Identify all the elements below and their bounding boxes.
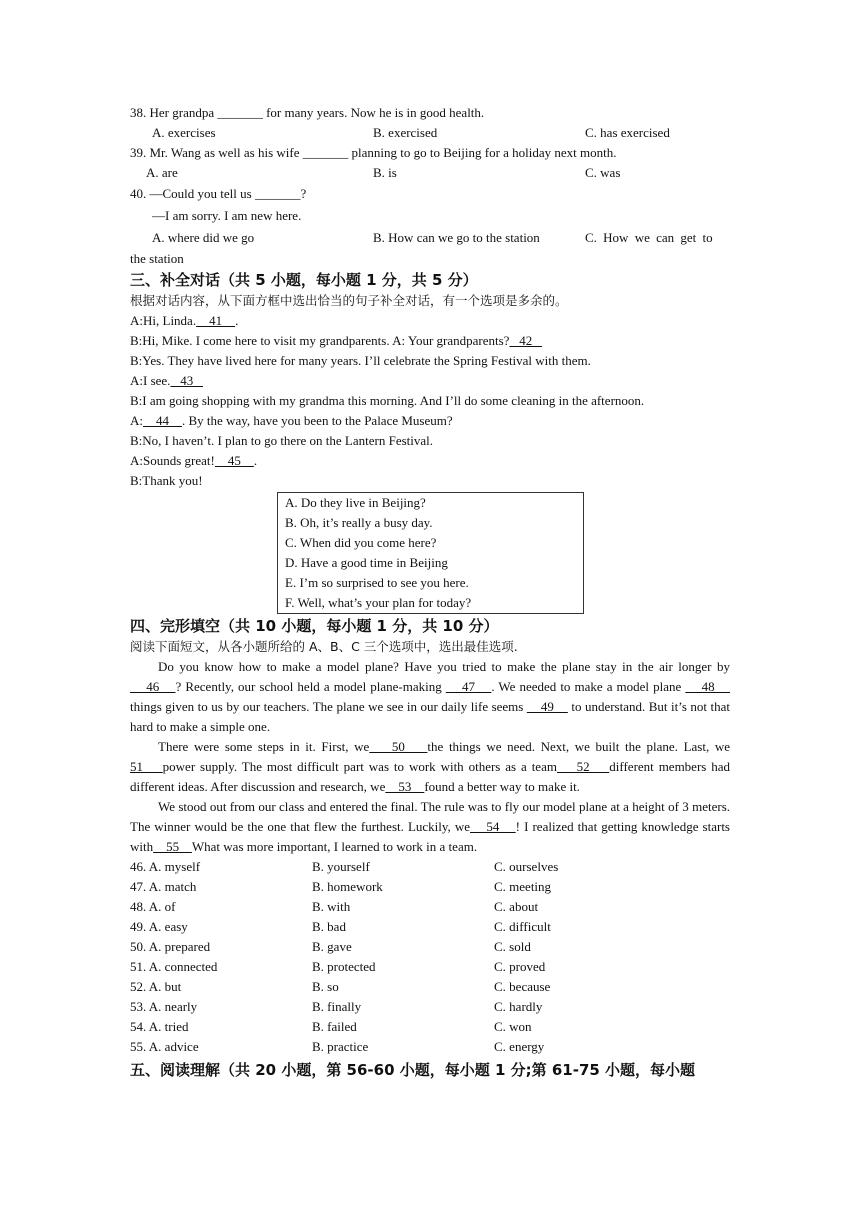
- answer-blank[interactable]: 44: [143, 413, 182, 428]
- option-b: B. practice: [312, 1039, 369, 1054]
- option-item: E. I’m so surprised to see you here.: [285, 575, 469, 590]
- exam-page: [130, 103, 730, 1081]
- dialog: [130, 311, 730, 491]
- option-b: B. finally: [312, 999, 362, 1014]
- option-b: B. so: [312, 979, 339, 994]
- dialog-text: A:Hi, Linda.: [130, 313, 197, 328]
- option-b: B. gave: [312, 939, 352, 954]
- answer-blank[interactable]: 54: [470, 819, 516, 834]
- dialog-line: [130, 351, 730, 371]
- choice-row: [130, 857, 730, 877]
- dialog-line: [130, 311, 730, 331]
- paragraph-text: the things we need. Next, we built the plane. Last, we: [427, 739, 731, 754]
- paragraph-text: ? Recently, our school held a model plane-making: [175, 679, 446, 694]
- dialog-line: [130, 431, 730, 451]
- option-c: C. has exercised: [585, 125, 670, 140]
- choice-row: [130, 877, 730, 897]
- answer-blank[interactable]: 51: [130, 759, 163, 774]
- paragraph-text: . We needed to make a model plane: [491, 679, 686, 694]
- option-a: 47. A. match: [130, 879, 197, 894]
- option-a: 55. A. advice: [130, 1039, 199, 1054]
- option-a: 46. A. myself: [130, 859, 201, 874]
- option-b: B. yourself: [312, 859, 370, 874]
- paragraph-text: different members had different ideas. After discussion and research, we: [130, 759, 731, 794]
- paragraph-text: to understand. But it’s not that hard to make a simple one.: [130, 699, 731, 734]
- dialog-text: B:Yes. They have lived here for many years. I’ll celebrate the Spring Festival with them.: [130, 353, 591, 368]
- dialog-line: [130, 391, 730, 411]
- option-a: 51. A. connected: [130, 959, 218, 974]
- choice-row: [130, 1017, 730, 1037]
- option-b: B. with: [312, 899, 351, 914]
- option-c-continued: the station: [130, 251, 184, 266]
- paragraph-text: What was more important, I learned to work in a team.: [191, 839, 478, 854]
- option-item: A. Do they live in Beijing?: [285, 495, 426, 510]
- dialog-line: [130, 371, 730, 391]
- question-38-stem: 38. Her grandpa _______ for many years. Now he is in good health.: [130, 105, 485, 120]
- paragraph-text: power supply. The most difficult part was to work with others as a team: [162, 759, 557, 774]
- paragraph-text: things given to us by our teachers. The plane we see in our daily life seems: [130, 699, 527, 714]
- option-a: 54. A. tried: [130, 1019, 189, 1034]
- dialog-text: .: [253, 453, 258, 468]
- option-c: C. about: [494, 899, 539, 914]
- dialog-text: B:Thank you!: [130, 473, 203, 488]
- option-a: 52. A. but: [130, 979, 182, 994]
- dialog-text: A:: [130, 413, 143, 428]
- cloze-paragraph-2: [130, 737, 730, 797]
- option-a: 53. A. nearly: [130, 999, 198, 1014]
- option-c: C. because: [494, 979, 551, 994]
- paragraph-text: Do you know how to make a model plane? Have you tried to make the plane stay in the air longer by: [158, 659, 730, 674]
- answer-blank[interactable]: 52: [556, 759, 610, 774]
- section-3-instruction: 根据对话内容，从下面方框中选出恰当的句子补全对话，有一个选项是多余的。: [130, 293, 568, 308]
- option-item: C. When did you come here?: [285, 535, 437, 550]
- option-a: 50. A. prepared: [130, 939, 211, 954]
- option-item: D. Have a good time in Beijing: [285, 555, 448, 570]
- question-40-options: [130, 227, 730, 249]
- option-c: C. meeting: [494, 879, 552, 894]
- answer-blank[interactable]: 48: [685, 679, 731, 694]
- option-c: C. How we can get to: [585, 230, 713, 245]
- section-3-heading: 三、补全对话（共 5 小题，每小题 1 分，共 5 分）: [130, 271, 478, 289]
- option-a: 48. A. of: [130, 899, 176, 914]
- section-4-instruction: 阅读下面短文，从各小题所给的 A、B、C 三个选项中，选出最佳选项.: [130, 639, 518, 654]
- dialog-line: [130, 331, 730, 351]
- options-box: [277, 492, 584, 614]
- option-b: B. exercised: [373, 125, 438, 140]
- choice-row: [130, 997, 730, 1017]
- question-39-stem: 39. Mr. Wang as well as his wife _______ planning to go to Beijing for a holiday next month.: [130, 145, 617, 160]
- paragraph-text: There were some steps in it. First, we: [158, 739, 370, 754]
- cloze-paragraph-3: [130, 797, 730, 857]
- dialog-text: A:Sounds great!: [130, 453, 215, 468]
- dialog-line: [130, 451, 730, 471]
- dialog-text: B:I am going shopping with my grandma this morning. And I’ll do some cleaning in the afternoon.: [130, 393, 645, 408]
- dialog-text: . By the way, have you been to the Palace Museum?: [182, 413, 453, 428]
- option-a: 49. A. easy: [130, 919, 188, 934]
- choice-row: [130, 897, 730, 917]
- option-c: C. difficult: [494, 919, 551, 934]
- option-a: A. where did we go: [152, 230, 255, 245]
- dialog-line: [130, 471, 730, 491]
- choice-row: [130, 1037, 730, 1057]
- option-c: C. hardly: [494, 999, 543, 1014]
- section-4-heading: 四、完形填空（共 10 小题，每小题 1 分，共 10 分）: [130, 617, 499, 635]
- option-a: A. exercises: [152, 125, 216, 140]
- option-c: C. sold: [494, 939, 531, 954]
- answer-blank[interactable]: 53: [385, 779, 425, 794]
- paragraph-text: We stood out from our class and entered the final. The rule was to fly our model plane at a height of 3 meters. The winner would be the one that flew the furthest. Luckily, we: [130, 799, 730, 834]
- question-40-reply: —I am sorry. I am new here.: [152, 208, 302, 223]
- paragraph-text: found a better way to make it.: [424, 779, 580, 794]
- answer-blank[interactable]: 55: [153, 839, 192, 854]
- choice-row: [130, 977, 730, 997]
- option-c: C. proved: [494, 959, 546, 974]
- dialog-text: B:No, I haven’t. I plan to go there on the Lantern Festival.: [130, 433, 434, 448]
- question-39-options: [130, 163, 730, 183]
- paragraph-text: ! I realized that getting knowledge starts with: [130, 819, 730, 854]
- choice-row: [130, 917, 730, 937]
- option-b: B. homework: [312, 879, 383, 894]
- cloze-paragraph-1: [130, 657, 730, 737]
- dialog-text: A:I see.: [130, 373, 171, 388]
- answer-blank[interactable]: 43: [170, 373, 203, 388]
- choice-row: [130, 957, 730, 977]
- dialog-text: .: [235, 313, 239, 328]
- section-5-heading: 五、阅读理解（共 20 小题，第 56-60 小题，每小题 1 分;第 61-75 小题，每小题: [130, 1061, 696, 1079]
- option-c: C. ourselves: [494, 859, 559, 874]
- answer-blank[interactable]: 41: [196, 313, 236, 328]
- option-b: B. How can we go to the station: [373, 230, 540, 245]
- dialog-text: B:Hi, Mike. I come here to visit my grandparents. A: Your grandparents?: [130, 333, 510, 348]
- dialog-line: [130, 411, 730, 431]
- option-c: C. won: [494, 1019, 532, 1034]
- option-item: B. Oh, it’s really a busy day.: [285, 515, 433, 530]
- option-c: C. energy: [494, 1039, 545, 1054]
- answer-blank[interactable]: 50: [369, 739, 428, 754]
- answer-blank[interactable]: 42: [509, 333, 542, 348]
- option-b: B. failed: [312, 1019, 357, 1034]
- option-a: A. are: [146, 165, 178, 180]
- choice-row: [130, 937, 730, 957]
- option-c: C. was: [585, 165, 621, 180]
- option-b: B. is: [373, 165, 397, 180]
- question-40-stem: 40. —Could you tell us _______?: [130, 186, 307, 201]
- answer-blank[interactable]: 47: [445, 679, 492, 694]
- question-38-options: [130, 123, 730, 143]
- answer-blank[interactable]: 46: [130, 679, 176, 694]
- option-b: B. protected: [312, 959, 376, 974]
- answer-blank[interactable]: 49: [526, 699, 568, 714]
- cloze-choices: [130, 857, 730, 1057]
- option-item: F. Well, what’s your plan for today?: [285, 595, 472, 610]
- option-b: B. bad: [312, 919, 346, 934]
- answer-blank[interactable]: 45: [214, 453, 254, 468]
